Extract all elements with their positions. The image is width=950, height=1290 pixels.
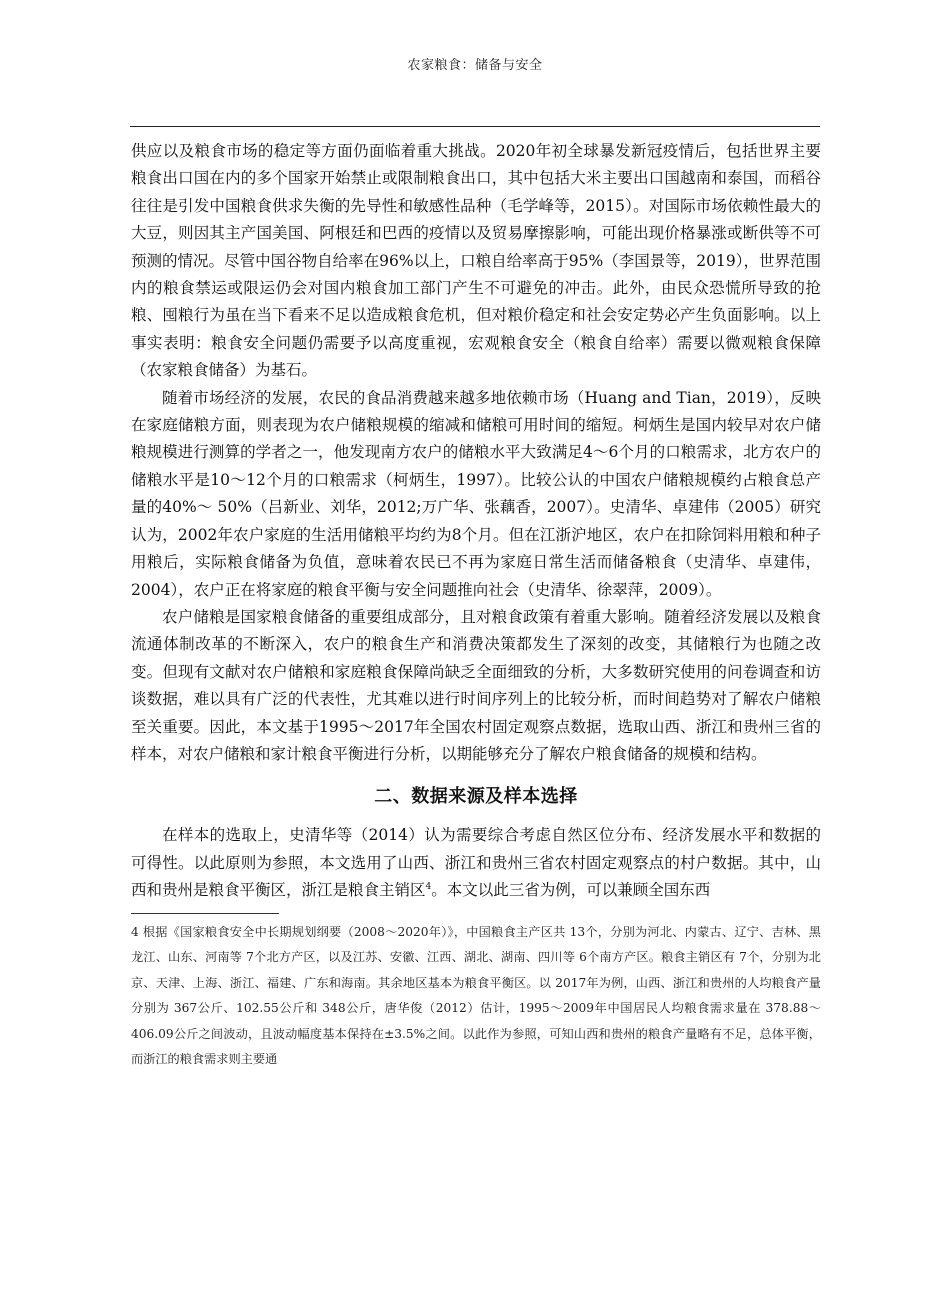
footnote-divider (131, 913, 279, 914)
section-heading: 二、数据来源及样本选择 (374, 786, 578, 808)
running-header: 农家粮食：储备与安全 (407, 58, 543, 73)
footnote-ref[interactable]: 4 (425, 882, 432, 892)
body-paragraph-4 (131, 822, 821, 904)
body-paragraph-2: 随着市场经济的发展，农民的食品消费越来越多地依赖市场（Huang and Tian，2019），反映在家庭储粮方面，则表现为农户储粮规模的缩减和储粮可用时间的缩短。柯炳生是国内较早对农户储粮规模进行测算的学者之一，他发现南方农户的储粮水平大致满足4～6个月的口粮需求，北方农户的储粮水平是10～12个月的口粮需求（柯炳生，1997）。比较公认的中国农户储粮规模约占粮食总产量的40%～ 50%（吕新业、刘华，2012;万广华、张藕香，2007）。史清华、卓建伟（2005）研究认为，2002年农户家庭的生活用储粮平均约为8个月。但在江浙沪地区，农户在扣除饲料用粮和种子用粮后，实际粮食储备为负值，意味着农民已不再为家庭日常生活而储备粮食（史清华、卓建伟，2004），农户正在将家庭的粮食平衡与安全问题推向社会（史清华、徐翠萍，2009）。 (131, 388, 821, 599)
header-divider (130, 126, 820, 127)
footnote-4: 4 根据《国家粮食安全中长期规划纲要（2008～2020年）》，中国粮食主产区共 13个，分别为河北、内蒙古、辽宁、吉林、黑龙江、山东、河南等 7个北方产区，以及江苏、安徽、江西、湖北、湖南、四川等 6个南方产区。粮食主销区有 7个，分别为北京、天津、上海、浙江、福建、广东和海南。其余地区基本为粮食平衡区。以 2017年为例，山西、浙江和贵州的人均粮食产量分别为 367公斤、102.55公斤和 348公斤，唐华俊（2012）估计，1995～2009年中国居民人均粮食需求量在 378.88～406.09公斤之间波动，且波动幅度基本保持在±3.5%之间。以此作为参照，可知山西和贵州的粮食产量略有不足，总体平衡，而浙江的粮食需求则主要通 (131, 924, 821, 1067)
page-body (131, 138, 821, 1073)
paragraph-4-text-b: 。本文以此三省为例，可以兼顾全国东西 (431, 881, 711, 900)
body-paragraph-1: 供应以及粮食市场的稳定等方面仍面临着重大挑战。2020年初全球暴发新冠疫情后，包括世界主要粮食出口国在内的多个国家开始禁止或限制粮食出口，其中包括大米主要出口国越南和泰国，而稻谷往往是引发中国粮食供求失衡的先导性和敏感性品种（毛学峰等，2015）。对国际市场依赖性最大的大豆，则因其主产国美国、阿根廷和巴西的疫情以及贸易摩擦影响，可能出现价格暴涨或断供等不可预测的情况。尽管中国谷物自给率在96%以上，口粮自给率高于95%（李国景等，2019），世界范围内的粮食禁运或限运仍会对国内粮食加工部门产生不可避免的冲击。此外，由民众恐慌所导致的抢粮、囤粮行为虽在当下看来不足以造成粮食危机，但对粮价稳定和社会安定势必产生负面影响。以上事实表明：粮食安全问题仍需要予以高度重视，宏观粮食安全（粮食自给率）需要以微观粮食保障（农家粮食储备）为基石。 (131, 142, 821, 380)
paragraph-4-text-a: 在样本的选取上，史清华等（2014）认为需要综合考虑自然区位分布、经济发展水平和数据的可得性。以此原则为参照，本文选用了山西、浙江和贵州三省农村固定观察点的村户数据。其中，山西和贵州是粮食平衡区，浙江是粮食主销区 (131, 826, 821, 900)
body-paragraph-3: 农户储粮是国家粮食储备的重要组成部分，且对粮食政策有着重大影响。随着经济发展以及粮食流通体制改革的不断深入，农户的粮食生产和消费决策都发生了深刻的改变，其储粮行为也随之改变。但现有文献对农户储粮和家庭粮食保障尚缺乏全面细致的分析，大多数研究使用的问卷调查和访谈数据，难以具有广泛的代表性，尤其难以进行时间序列上的比较分析，而时间趋势对了解农户储粮至关重要。因此，本文基于1995～2017年全国农村固定观察点数据，选取山西、浙江和贵州三省的样本，对农户储粮和家计粮食平衡进行分析，以期能够充分了解农户粮食储备的规模和结构。 (131, 607, 821, 763)
